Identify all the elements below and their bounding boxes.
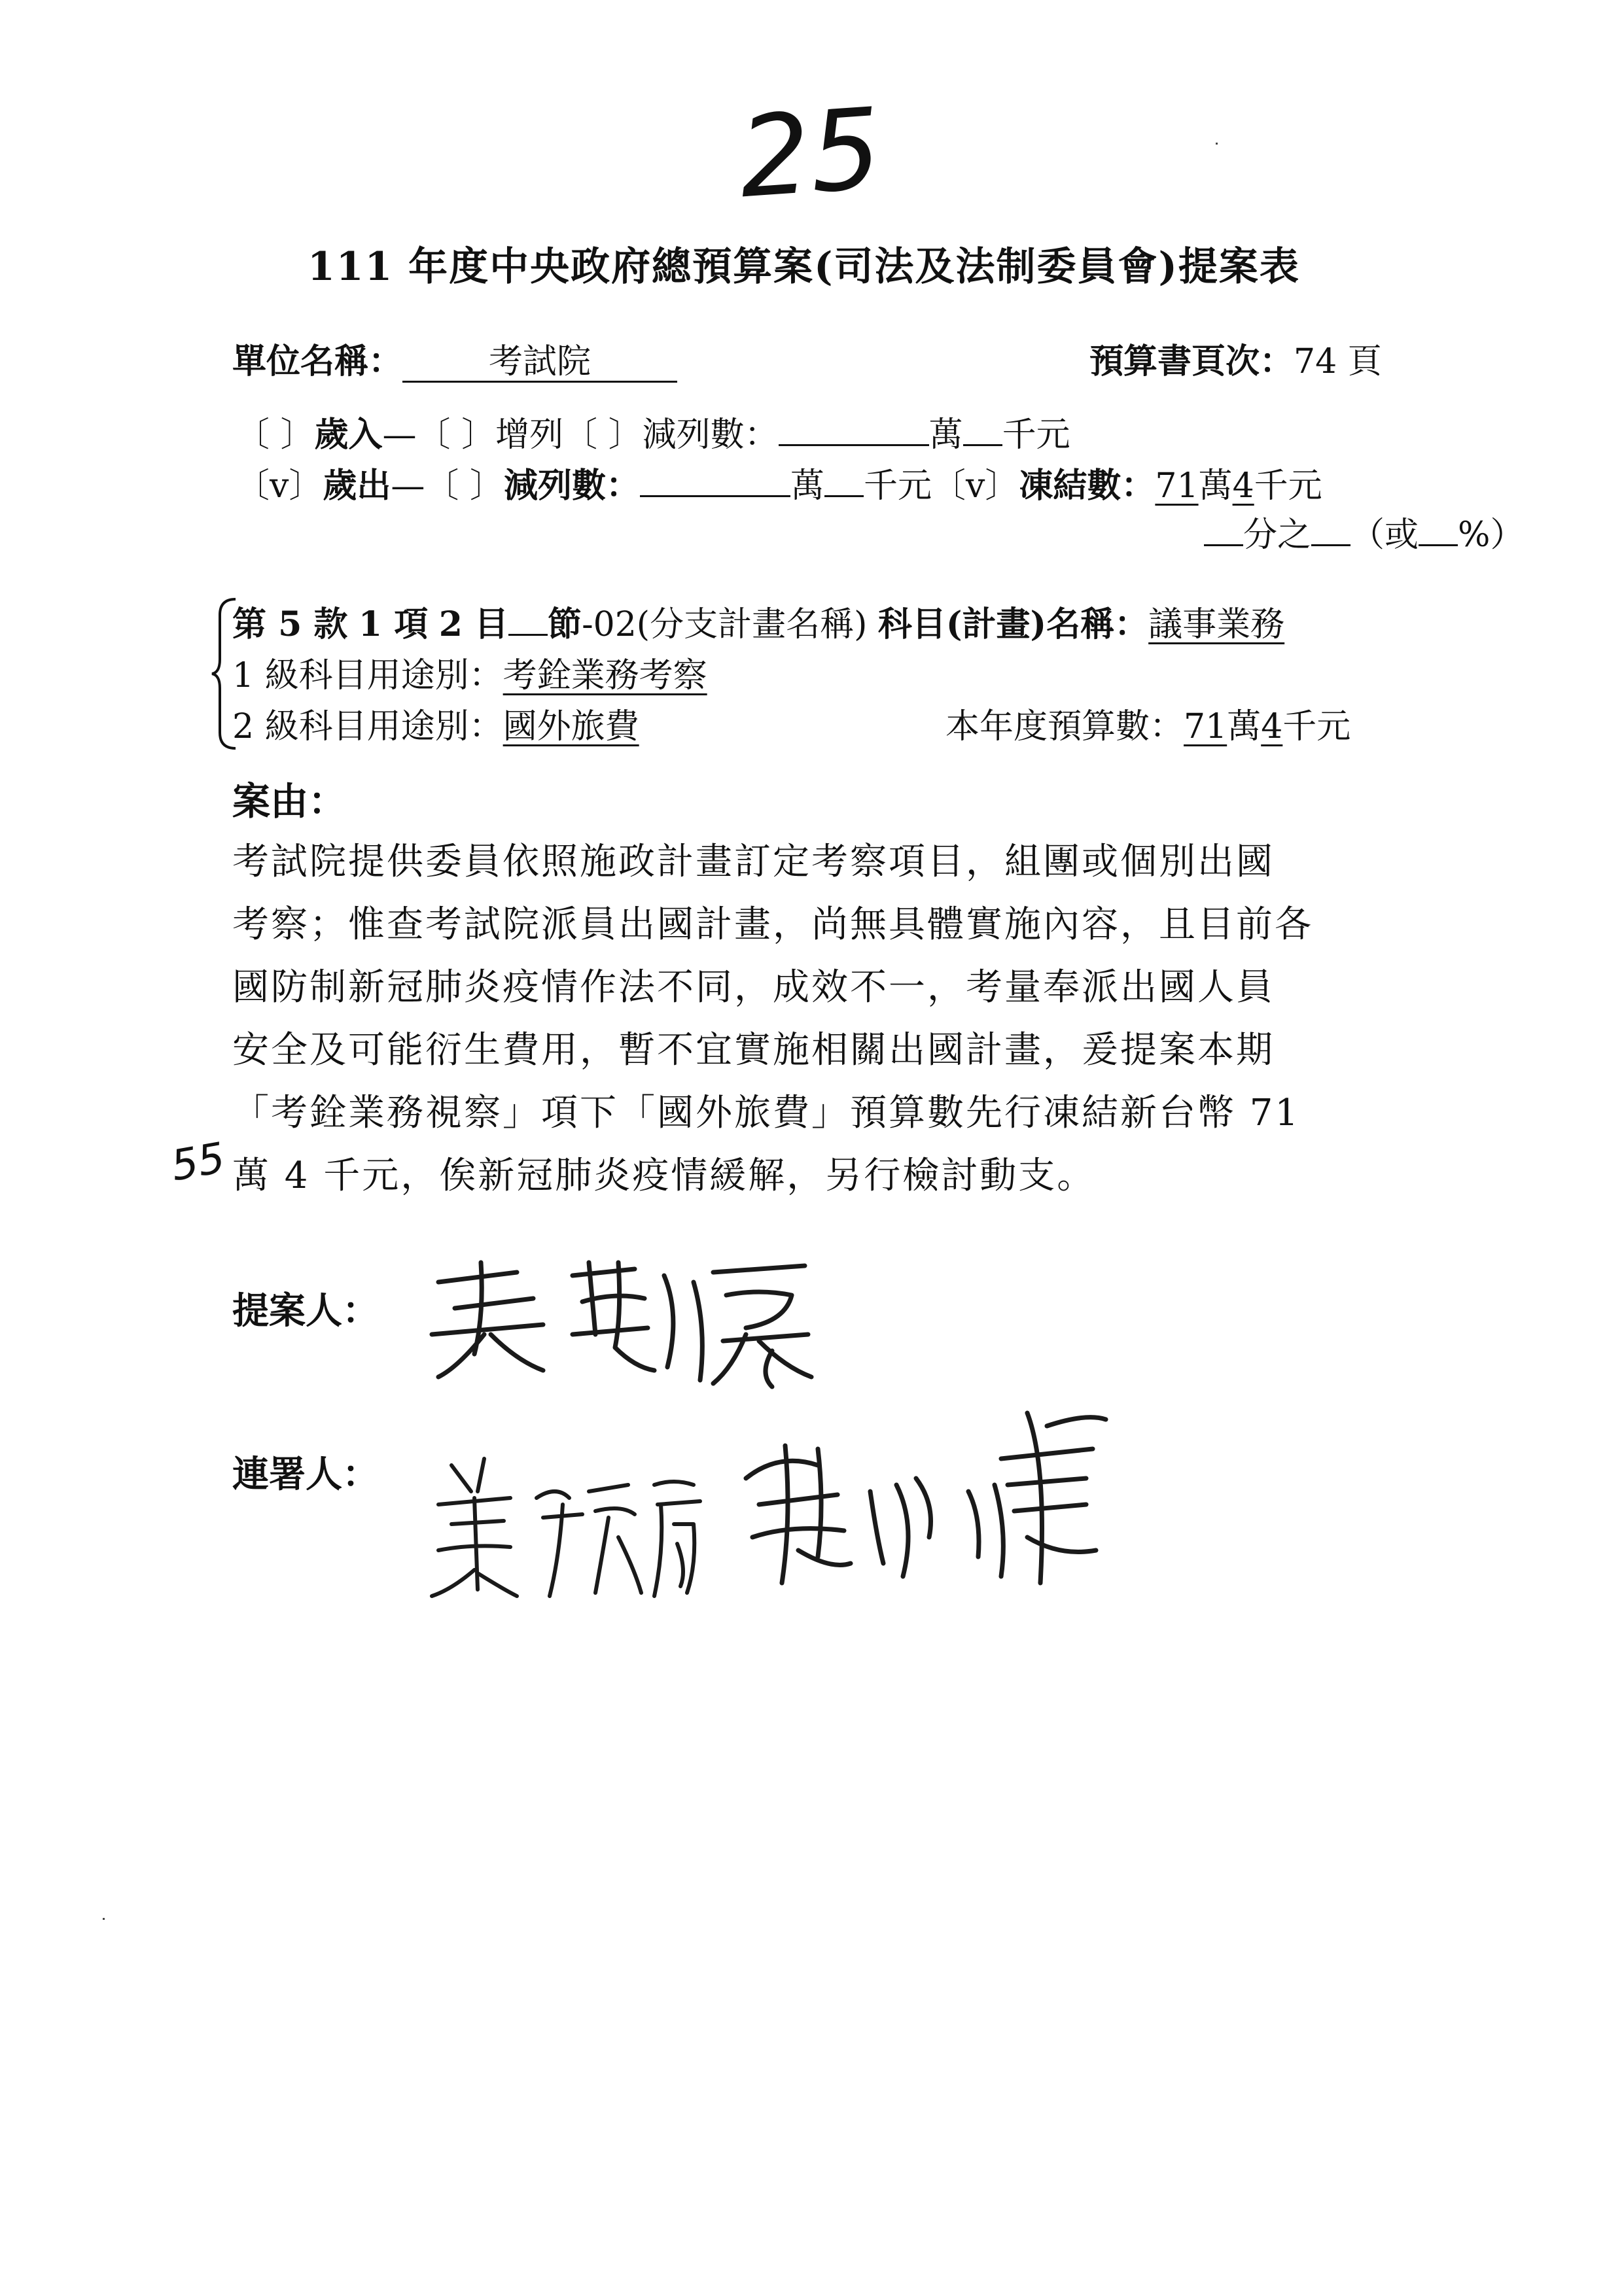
expense-line (236, 458, 1322, 507)
scan-speck (103, 1918, 105, 1920)
freeze-qianyuan-unit: 千元 (1254, 466, 1322, 506)
subject-xiang: 1 項 (358, 604, 429, 644)
proposer-label: 提案人： (232, 1289, 379, 1332)
fraction-numerator-blank (1204, 513, 1243, 546)
revenue-wan-blank (779, 413, 929, 446)
reason-body (232, 831, 1313, 1208)
unit-value: 考試院 (402, 343, 677, 383)
reason-line: 安全及可能衍生費用，暫不宜實施相關出國計畫，爰提案本期 (232, 1029, 1275, 1071)
freeze-qian-value: 4 (1232, 466, 1254, 506)
cosigner-signature-1 (412, 1439, 713, 1609)
reason-heading: 案由： (232, 779, 347, 824)
fraction-percent-blank (1419, 513, 1458, 546)
reason-line: 國防制新冠肺炎疫情作法不同，成效不一，考量奉派出國人員 (232, 966, 1275, 1009)
annual-qianyuan-unit: 千元 (1282, 707, 1351, 746)
freeze-wan-value: 71 (1155, 466, 1199, 506)
level1-label: 1 級科目用途別： (232, 656, 503, 695)
unit-label: 單位名稱： (232, 341, 403, 381)
expense-qianyuan-unit: 千元 (863, 466, 932, 506)
fraction-pct: %） (1458, 515, 1525, 555)
annual-wan-value: 71 (1184, 707, 1227, 746)
expense-qian-blank (824, 464, 864, 497)
fraction-huo: （或 (1350, 515, 1419, 555)
subject-name-label: 科目(計畫)名稱： (877, 604, 1149, 644)
expense-decrease-label: 減列數： (503, 466, 640, 506)
scan-speck (1216, 143, 1218, 145)
expense-decrease-checkbox: 〔 〕 (425, 466, 504, 506)
revenue-decrease-checkbox: 〔 〕 (563, 415, 643, 455)
subject-branch-plan: -02(分支計畫名稱) (582, 605, 868, 644)
revenue-wan-unit: 萬 (928, 415, 963, 455)
subject-kuan: 第 5 款 (232, 604, 348, 644)
expense-wan-unit: 萬 (790, 466, 824, 506)
revenue-increase-label: 增列 (495, 415, 564, 455)
cosigner-signature-2 (720, 1387, 1112, 1596)
reason-line: 萬 4 千元，俟新冠肺炎疫情緩解，另行檢討動支。 (232, 1155, 1096, 1197)
fraction-denominator-blank (1311, 513, 1350, 546)
revenue-label: 歲入 (314, 415, 383, 455)
level1-value: 考銓業務考察 (503, 656, 707, 695)
freeze-label: 凍結數： (1019, 466, 1156, 506)
fraction-fen-zhi: 分之 (1243, 515, 1312, 555)
revenue-line (236, 407, 1070, 456)
subject-line (232, 597, 1284, 646)
reason-line: 「考銓業務視察」項下「國外旅費」預算數先行凍結新台幣 71 (232, 1092, 1301, 1134)
margin-handwritten-note: 55 (168, 1134, 229, 1191)
unit-row (232, 334, 677, 383)
expense-label: 歲出 (323, 466, 391, 506)
handwritten-page-number: 25 (735, 84, 885, 224)
budget-page-row (1089, 334, 1382, 383)
expense-dash: — (391, 466, 425, 506)
reason-line: 考察；惟查考試院派員出國計畫，尚無具體實施內容，且目前各 (232, 903, 1313, 946)
budget-page-value: 74 頁 (1294, 342, 1382, 381)
subject-jie: 節 (548, 604, 582, 644)
freeze-checkbox: 〔v〕 (931, 466, 1019, 506)
subject-mu: 2 目 (438, 604, 509, 644)
freeze-wan-unit: 萬 (1198, 466, 1233, 506)
level2-label: 2 級科目用途別： (232, 707, 503, 746)
level1-line (232, 648, 707, 697)
revenue-qianyuan-unit: 千元 (1002, 415, 1070, 455)
annual-wan-unit: 萬 (1227, 707, 1262, 746)
annual-budget-line (945, 699, 1350, 748)
reason-line: 考試院提供委員依照施政計畫訂定考察項目，組團或個別出國 (232, 841, 1275, 883)
annual-budget-label: 本年度預算數： (945, 707, 1184, 746)
expense-wan-blank (640, 464, 790, 497)
level2-line (232, 699, 639, 748)
revenue-increase-checkbox: 〔 〕 (416, 415, 496, 455)
revenue-decrease-label: 減列數： (642, 415, 779, 455)
fraction-line (1204, 507, 1524, 556)
subject-jie-blank (508, 603, 548, 636)
revenue-qian-blank (963, 413, 1002, 446)
proposer-signature (419, 1236, 824, 1393)
cosigners-label: 連署人： (232, 1453, 379, 1496)
budget-page-label: 預算書頁次： (1089, 341, 1294, 381)
level2-value: 國外旅費 (503, 707, 639, 746)
expense-checkbox: 〔v〕 (236, 466, 323, 506)
subject-name-value: 議事業務 (1148, 605, 1285, 644)
form-title: 111 年度中央政府總預算案(司法及法制委員會)提案表 (308, 244, 1300, 290)
revenue-dash: — (382, 415, 417, 455)
revenue-checkbox: 〔 〕 (236, 415, 315, 455)
annual-qian-value: 4 (1261, 707, 1283, 746)
